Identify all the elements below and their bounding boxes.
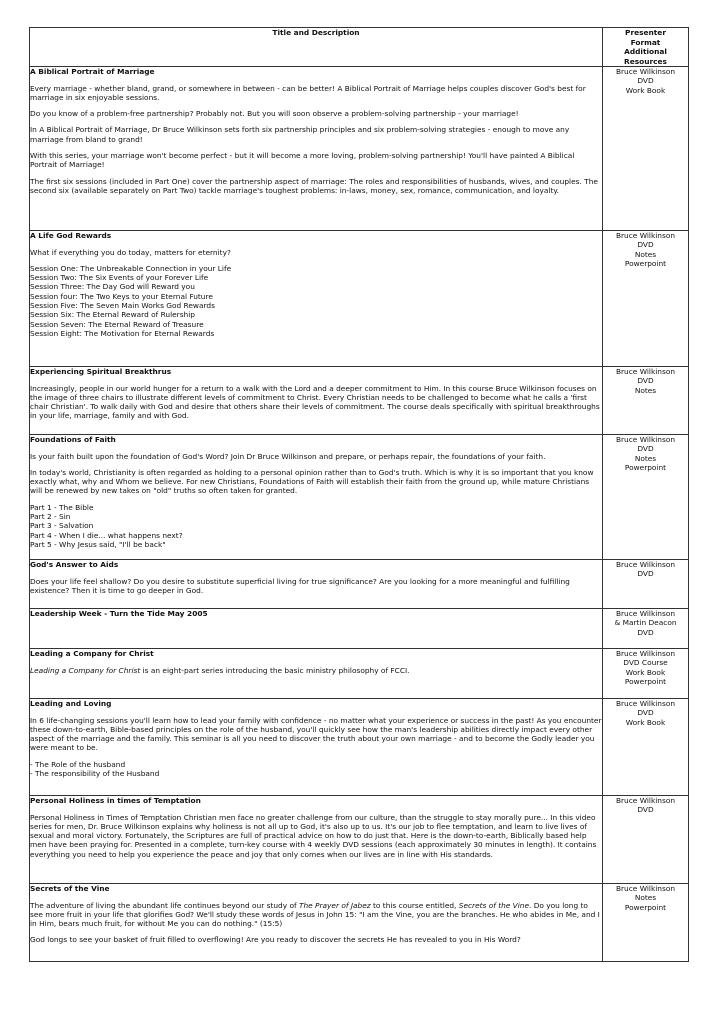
entry-paragraph: In today's world, Christianity is often regarded as holding to a personal opinion rather than to God's truth. Which is why it is so important that you know exactly what, why and Whom we believe. For new Christians, Foundations of Faith will establish their faith from the ground up, while mature Christians will be renewed by new takes on "old" truths so often taken for granted.	[30, 467, 594, 496]
description-cell	[30, 435, 603, 560]
entry-title: A Life God Rewards	[30, 231, 112, 240]
list-item: - The responsibility of the Husband	[30, 768, 160, 778]
table-row	[30, 649, 689, 699]
resource-line: Powerpoint	[624, 902, 667, 912]
table-row	[30, 884, 689, 962]
entry-paragraph: In 6 life-changing sessions you'll learn how to lead your family with confidence - no matter what your experience or success in the past! As you encounter these down-to-earth, Bible-based principles on the role of the husband, you'll quickly see how the man's leadership abilities directly impact every other aspect of the marriage and the family. This seminar is all you need to discover the truth about your own marriage - and to become the Godly leader you were meant to be.	[30, 715, 602, 753]
list-item: Session Seven: The Eternal Reward of Treasure	[30, 319, 204, 329]
presenter-line: Bruce Wilkinson	[615, 884, 676, 893]
entry-paragraph: Personal Holiness in Times of Temptation Christian men face no greater challenge from our culture, than the struggle to stay morally pure... In this video series for men, Dr. Bruce Wilkinson explains why holiness is not all up to God, it's also up to us. It's our job to flee temptation, and learn to live lives of sexual and moral victory. Fortunately, the Scriptures are full of practical advice on how to do just that. Here is the down-to-earth, Biblically based help men have been praying for. Presented in a complete, turn-key course with 4 weekly DVD sessions (each approximately 30 minutes in length). It contains everything you need to help you experience the peace and joy that only comes when our lives are in line with His standards.	[30, 812, 597, 859]
resource-line: Work Book	[625, 667, 666, 677]
entry-paragraph: Is your faith built upon the foundation of God's Word? Join Dr Bruce Wilkinson and prepare, or perhaps repair, the foundations of your faith.	[30, 451, 546, 461]
entry-title: Personal Holiness in times of Temptation	[30, 796, 201, 805]
table-row	[30, 796, 689, 884]
list-item: Session One: The Unbreakable Connection in your Life	[30, 263, 232, 273]
entry-title: Leading a Company for Christ	[30, 649, 154, 658]
list-item: Session four: The Two Keys to your Eternal Future	[30, 291, 213, 301]
entry-paragraph: Does your life feel shallow? Do you desire to substitute superficial living for true significance? Are you looking for a more meaningful and fulfilling existence? Then it is time to go deeper in God.	[30, 576, 570, 595]
presenter-cell	[603, 67, 689, 231]
session-list	[30, 264, 602, 338]
entry-paragraph: Every marriage - whether bland, grand, or somewhere in between - can be better! A Biblical Portrait of Marriage helps couples discover God's best for marriage in six enjoyable sessions.	[30, 83, 586, 102]
table-row	[30, 435, 689, 560]
format-line: DVD	[637, 708, 654, 718]
format-line: DVD	[637, 76, 654, 86]
format-line: DVD	[637, 240, 654, 250]
resource-line: Powerpoint	[624, 462, 667, 472]
description-cell	[30, 884, 603, 962]
description-cell	[30, 67, 603, 231]
table-row	[30, 67, 689, 231]
presenter-line: Bruce Wilkinson	[615, 67, 676, 76]
table-row	[30, 560, 689, 609]
entry-title: God's Answer to Aids	[30, 560, 119, 569]
format-line: DVD	[637, 627, 654, 637]
header-row	[30, 28, 689, 67]
entry-title: Leadership Week - Turn the Tide May 2005	[30, 609, 208, 618]
format-line: DVD Course	[623, 658, 668, 668]
description-cell	[30, 699, 603, 796]
list-item: - The Role of the husband	[30, 759, 126, 769]
entry-title: Experiencing Spiritual Breakthrus	[30, 367, 172, 376]
part-list	[30, 503, 602, 549]
entry-paragraph: In A Biblical Portrait of Marriage, Dr Bruce Wilkinson sets forth six partnership principles and six problem-solving strategies - enough to move any marriage from bland to grand!	[30, 125, 570, 144]
list-item: Part 3 - Salvation	[30, 521, 94, 531]
presenter-line: Bruce Wilkinson	[615, 609, 676, 618]
header-line: Resources	[624, 56, 667, 66]
presenter-cell	[603, 649, 689, 699]
list-item: Session Eight: The Motivation for Eternal Rewards	[30, 328, 215, 338]
table-row	[30, 231, 689, 367]
resource-table	[29, 27, 689, 962]
list-item: Session Two: The Six Events of your Forever Life	[30, 273, 209, 283]
description-cell	[30, 367, 603, 435]
list-item: Part 2 - Sin	[30, 511, 71, 521]
list-item: Part 4 - When I die... what happens next?	[30, 530, 183, 540]
description-cell	[30, 231, 603, 367]
entry-paragraph	[30, 901, 602, 929]
presenter-cell	[603, 609, 689, 649]
presenter-cell	[603, 796, 689, 884]
presenter-line: Bruce Wilkinson	[615, 367, 676, 376]
resource-line: Powerpoint	[624, 258, 667, 268]
italic-title: The Prayer of Jabez	[298, 900, 371, 910]
presenter-line: & Martin Deacon	[614, 618, 677, 628]
presenter-cell	[603, 435, 689, 560]
entry-paragraph: What if everything you do today, matters for eternity?	[30, 247, 231, 257]
presenter-cell	[603, 560, 689, 609]
presenter-line: Bruce Wilkinson	[615, 699, 676, 708]
table-row	[30, 367, 689, 435]
description-cell	[30, 796, 603, 884]
presenter-line: Bruce Wilkinson	[615, 231, 676, 240]
header-line: Additional	[624, 47, 667, 56]
format-line: DVD	[637, 444, 654, 454]
italic-title: Secrets of the Vine	[458, 900, 530, 910]
list-item: Part 1 - The Bible	[30, 502, 94, 512]
entry-title: Foundations of Faith	[30, 435, 116, 444]
role-list	[30, 760, 602, 779]
entry-paragraph: God longs to see your basket of fruit filled to overflowing! Are you ready to discover the secrets He has revealed to you in His Word?	[30, 935, 521, 945]
entry-text: The adventure of living the abundant life continues beyond our study of	[30, 900, 299, 910]
presenter-line: Bruce Wilkinson	[615, 649, 676, 658]
table-row	[30, 609, 689, 649]
entry-text: . Do you long to see more fruit in your life that glorifies God? We'll study these words of Jesus in John 15: "I am the Vine, you are the branches. He who abides in Me, and I in Him, bears much fruit, for without Me you can do nothing." (15:5)	[30, 900, 600, 929]
resource-line: Work Book	[625, 85, 666, 95]
entry-paragraph: Do you know of a problem-free partnership? Probably not. But you will soon observe a problem-solving partnership - your marriage!	[30, 109, 519, 119]
presenter-column-header	[603, 28, 689, 67]
resource-line: Notes	[634, 893, 657, 903]
presenter-line: Bruce Wilkinson	[615, 796, 676, 805]
header-line: Presenter	[625, 28, 666, 37]
list-item: Session Five: The Seven Main Works God Rewards	[30, 300, 215, 310]
entry-text: to this course entitled,	[370, 900, 459, 910]
entry-paragraph	[30, 666, 602, 675]
entry-title: A Biblical Portrait of Marriage	[30, 67, 155, 76]
entry-title: Secrets of the Vine	[30, 884, 110, 893]
header-line: Format	[630, 37, 661, 47]
presenter-cell	[603, 699, 689, 796]
format-line: DVD	[637, 805, 654, 815]
resource-line: Notes	[634, 385, 657, 395]
description-cell	[30, 560, 603, 609]
presenter-cell	[603, 884, 689, 962]
entry-paragraph: With this series, your marriage won't become perfect - but it will become a more loving, problem-solving partnership! You'll have painted A Biblical Portrait of Marriage!	[30, 150, 575, 170]
list-item: Session Three: The Day God will Reward you	[30, 282, 195, 292]
resource-line: Notes	[634, 453, 657, 463]
resource-line: Powerpoint	[624, 676, 667, 686]
italic-title: Leading a Company for Christ	[30, 665, 141, 675]
entry-paragraph: The first six sessions (included in Part One) cover the partnership aspect of marriage: The roles and responsibilities of husbands, wives, and couples. The second six (available separately on Part Two) tackle marriage's toughest problems: in-laws, money, sex, romance, communication, and loyalty.	[30, 176, 598, 195]
format-line: DVD	[637, 376, 654, 386]
list-item: Part 5 - Why Jesus said, "I'll be back"	[30, 539, 166, 549]
description-cell	[30, 649, 603, 699]
entry-text: is an eight-part series introducing the basic ministry philosophy of FCCI.	[140, 665, 410, 675]
table-row	[30, 699, 689, 796]
description-cell	[30, 609, 603, 649]
list-item: Session Six: The Eternal Reward of Rulership	[30, 310, 195, 320]
resource-line: Work Book	[625, 717, 666, 727]
presenter-cell	[603, 231, 689, 367]
presenter-line: Bruce Wilkinson	[615, 435, 676, 444]
title-column-header: Title and Description	[30, 28, 603, 67]
resource-line: Notes	[634, 249, 657, 259]
presenter-cell	[603, 367, 689, 435]
format-line: DVD	[637, 569, 654, 579]
presenter-line: Bruce Wilkinson	[615, 560, 676, 569]
entry-paragraph: Increasingly, people in our world hunger for a return to a walk with the Lord and a deeper commitment to Him. In this course Bruce Wilkinson focuses on the image of three chairs to illustrate different levels of commitment to Christ. Every Christian needs to be challenged to become what he calls a 'first chair Christian'. To walk daily with God and desire that others share their levels of commitment. The course deals specifically with spiritual breakthroughs in your life, marriage, family and with God.	[30, 383, 600, 421]
entry-title: Leading and Loving	[30, 699, 112, 708]
